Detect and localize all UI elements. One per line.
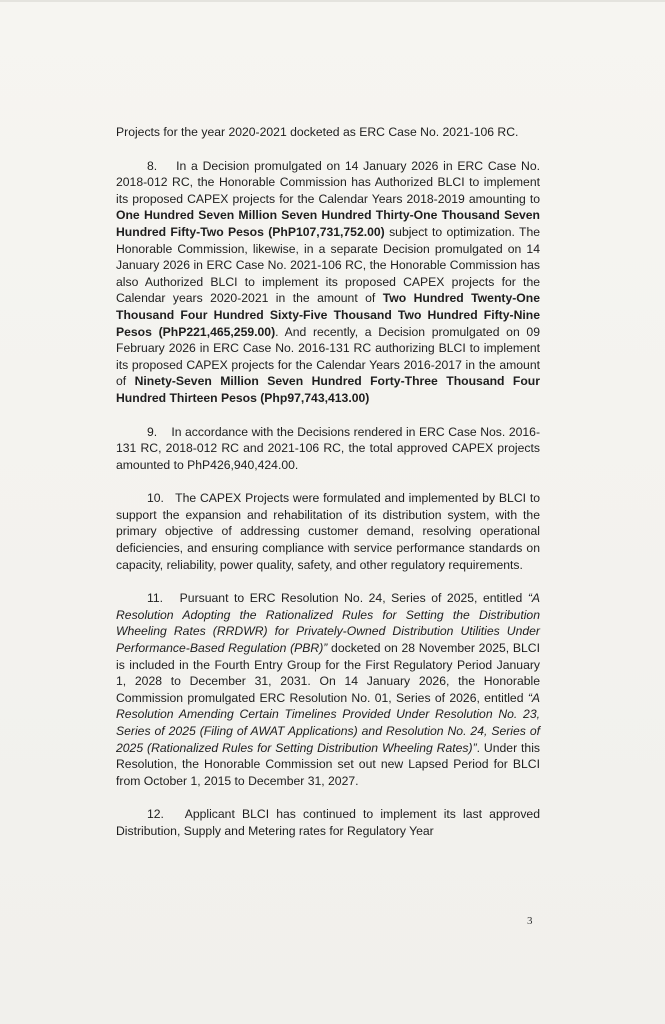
text-run: subject to optimization. The Honorable Commission, likewise, in a separate Decision promulgated on 14 January 2026 in ERC Case No. 2021-106 RC, the Honorable Commission has also Authorized BLCI to implement its proposed CAPEX projects for the Calendar years 2020-2021 in the amount of <box>116 224 540 306</box>
text-run: 12. Applicant BLCI has continued to implement its last approved Distribution, Supply and Metering rates for Regulatory Year <box>116 807 540 838</box>
text-run: 11. Pursuant to ERC Resolution No. 24, Series of 2025, entitled <box>147 591 528 606</box>
text-run: 8. In a Decision promulgated on 14 January 2026 in ERC Case No. 2018-012 RC, the Honorable Commission has Authorized BLCI to implement its proposed CAPEX projects for the Calendar Years 2018-2019 amounting to <box>116 158 540 206</box>
italic-text-run: “A Resolution Adopting the Rationalized Rules for Setting the Distribution Wheeling Rates (RRDWR) for Privately-Owned Distribution Utilities Under Performance-Based Regulation (PBR)” <box>116 591 540 656</box>
paragraph-10 <box>116 490 540 573</box>
text-run: docketed on 28 November 2025, BLCI is included in the Fourth Entry Group for the First Regulatory Period January 1, 2028 to December 31, 2031. On 14 January 2026, the Honorable Commission promulgated ERC Resolution No. 01, Series of 2026, entitled <box>116 641 540 705</box>
text-run: . And recently, a Decision promulgated on 09 February 2026 in ERC Case No. 2016-131 RC authorizing BLCI to implement its proposed CAPEX projects for the Calendar Years 2016-2017 in the amount of <box>116 324 540 389</box>
bold-text-run: Two Hundred Twenty-One Thousand Four Hundred Sixty-Five Thousand Two Hundred Fifty-Nine Pesos (PhP221,465,259.00) <box>116 291 540 339</box>
text-run: 10. The CAPEX Projects were formulated and implemented by BLCI to support the expansion and rehabilitation of its distribution system, with the primary objective of addressing customer demand, resolving operational deficiencies, and ensuring compliance with service performance standards on capacity, reliability, power quality, safety, and other regulatory requirements. <box>116 491 540 572</box>
text-run: . Under this Resolution, the Honorable Commission set out new Lapsed Period for BLCI from October 1, 2015 to December 31, 2027. <box>116 740 540 788</box>
document-body <box>116 124 540 857</box>
paragraph-continuation <box>116 124 540 141</box>
text-run: 9. In accordance with the Decisions rendered in ERC Case Nos. 2016-131 RC, 2018-012 RC and 2021-106 RC, the total approved CAPEX projects amounted to PhP426,940,424.00. <box>116 424 540 472</box>
page-number: 3 <box>527 915 533 927</box>
paragraph-12 <box>116 806 540 839</box>
scan-edge <box>0 0 665 2</box>
paragraph-11 <box>116 590 540 789</box>
italic-text-run: “A Resolution Amending Certain Timelines Provided Under Resolution No. 23, Series of 2025 (Filing of AWAT Applications) and Resolution No. 24, Series of 2025 (Rationalized Rules for Setting Distribution Wheeling Rates)” <box>116 690 540 755</box>
paragraph-9 <box>116 424 540 474</box>
paragraph-8 <box>116 158 540 407</box>
bold-text-run: Ninety-Seven Million Seven Hundred Forty-Three Thousand Four Hundred Thirteen Pesos (Php97,743,413.00) <box>116 374 540 405</box>
text-run: Projects for the year 2020-2021 docketed as ERC Case No. 2021-106 RC. <box>116 125 519 139</box>
bold-text-run: One Hundred Seven Million Seven Hundred Thirty-One Thousand Seven Hundred Fifty-Two Pesos (PhP107,731,752.00) <box>116 208 540 239</box>
